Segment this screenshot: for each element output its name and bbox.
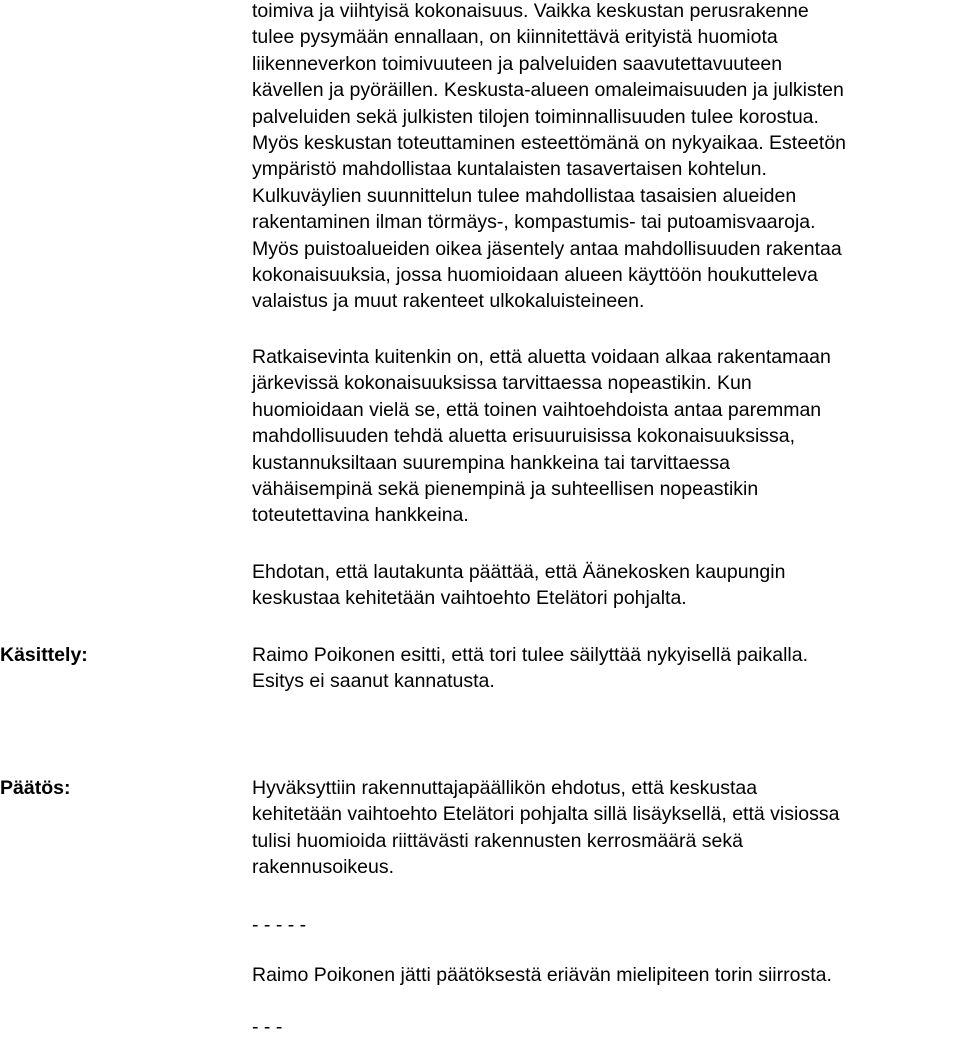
paragraph-line: mahdollisuuden tehdä aluetta erisuuruisissa kokonaisuuksissa, <box>252 425 796 448</box>
decisive-paragraph <box>252 344 960 529</box>
paragraph-line: kokonaisuuksia, jossa huomioidaan alueen käyttöön houkutteleva <box>252 263 818 286</box>
paragraph-line: tulee pysymään ennallaan, on kiinnitettävä erityistä huomiota <box>252 26 778 49</box>
intro-paragraph <box>252 0 960 315</box>
paragraph-line: vähäisempinä sekä pienempinä ja suhteellisen nopeastikin <box>252 477 759 500</box>
proposal-paragraph <box>252 559 960 612</box>
paragraph-line: Kulkuväylien suunnittelun tulee mahdollistaa tasaisien alueiden <box>252 184 797 207</box>
paragraph-line: rakentaminen ilman törmäys-, kompastumis- tai putoamisvaaroja. <box>252 211 816 234</box>
paragraph-line: palveluiden sekä julkisten tilojen toiminnallisuuden tulee korostua. <box>252 105 819 128</box>
paragraph-line: liikenneverkon toimivuuteen ja palveluiden saavutettavuuteen <box>252 52 783 75</box>
paragraph-line: keskustaa kehitetään vaihtoehto Etelätori pohjalta. <box>252 587 687 610</box>
paragraph-line: Raimo Poikonen jätti päätöksestä eriävän mielipiteen torin siirrosta. <box>252 964 832 986</box>
separator-text: - - - <box>252 1016 283 1038</box>
paragraph-line: Ehdotan, että lautakunta päättää, että Äänekosken kaupungin <box>252 561 786 583</box>
paragraph-line: Raimo Poikonen esitti, että tori tulee säilyttää nykyisellä paikalla. <box>252 644 809 666</box>
paragraph-line: ympäristö mahdollistaa kuntalaisten tasavertaisen kohtelun. <box>252 158 767 181</box>
paragraph-line: rakennusoikeus. <box>252 856 395 879</box>
separator-dashes <box>252 912 960 938</box>
paragraph-line: järkevissä kokonaisuuksissa tarvittaessa nopeastikin. Kun <box>252 372 752 395</box>
handling-label: Käsittely: <box>0 644 88 666</box>
handling-paragraph <box>252 642 960 695</box>
paragraph-line: toimiva ja viihtyisä kokonaisuus. Vaikka keskustan perusrakenne <box>252 0 809 22</box>
paragraph-line: kehitetään vaihtoehto Etelätori pohjalta sillä lisäyksellä, että visiossa <box>252 803 840 826</box>
separator-dashes-short <box>252 1014 960 1040</box>
paragraph-line: kävellen ja pyöräillen. Keskusta-alueen omaleimaisuuden ja julkisten <box>252 79 844 102</box>
paragraph-line: huomioidaan vielä se, että toinen vaihtoehdoista antaa paremman <box>252 398 822 421</box>
paragraph-line: tulisi huomioida riittävästi rakennusten kerrosmäärä sekä <box>252 829 743 852</box>
paragraph-line: Hyväksyttiin rakennuttajapäällikön ehdotus, että keskustaa <box>252 777 758 799</box>
separator-text: - - - - - <box>252 914 307 936</box>
paragraph-line: Ratkaisevinta kuitenkin on, että aluetta voidaan alkaa rakentamaan <box>252 346 831 368</box>
paragraph-line: valaistus ja muut rakenteet ulkokaluisteineen. <box>252 290 645 313</box>
decision-paragraph <box>252 775 960 881</box>
paragraph-line: Myös keskustan toteuttaminen esteettömänä on nykyaikaa. Esteetön <box>252 131 847 154</box>
dissent-paragraph <box>252 962 960 988</box>
paragraph-line: Esitys ei saanut kannatusta. <box>252 670 495 693</box>
paragraph-line: toteutettavina hankkeina. <box>252 504 469 527</box>
decision-label: Päätös: <box>0 777 71 799</box>
paragraph-line: Myös puistoalueiden oikea jäsentely antaa mahdollisuuden rakentaa <box>252 237 842 260</box>
paragraph-line: kustannuksiltaan suurempina hankkeina tai tarvittaessa <box>252 451 731 474</box>
